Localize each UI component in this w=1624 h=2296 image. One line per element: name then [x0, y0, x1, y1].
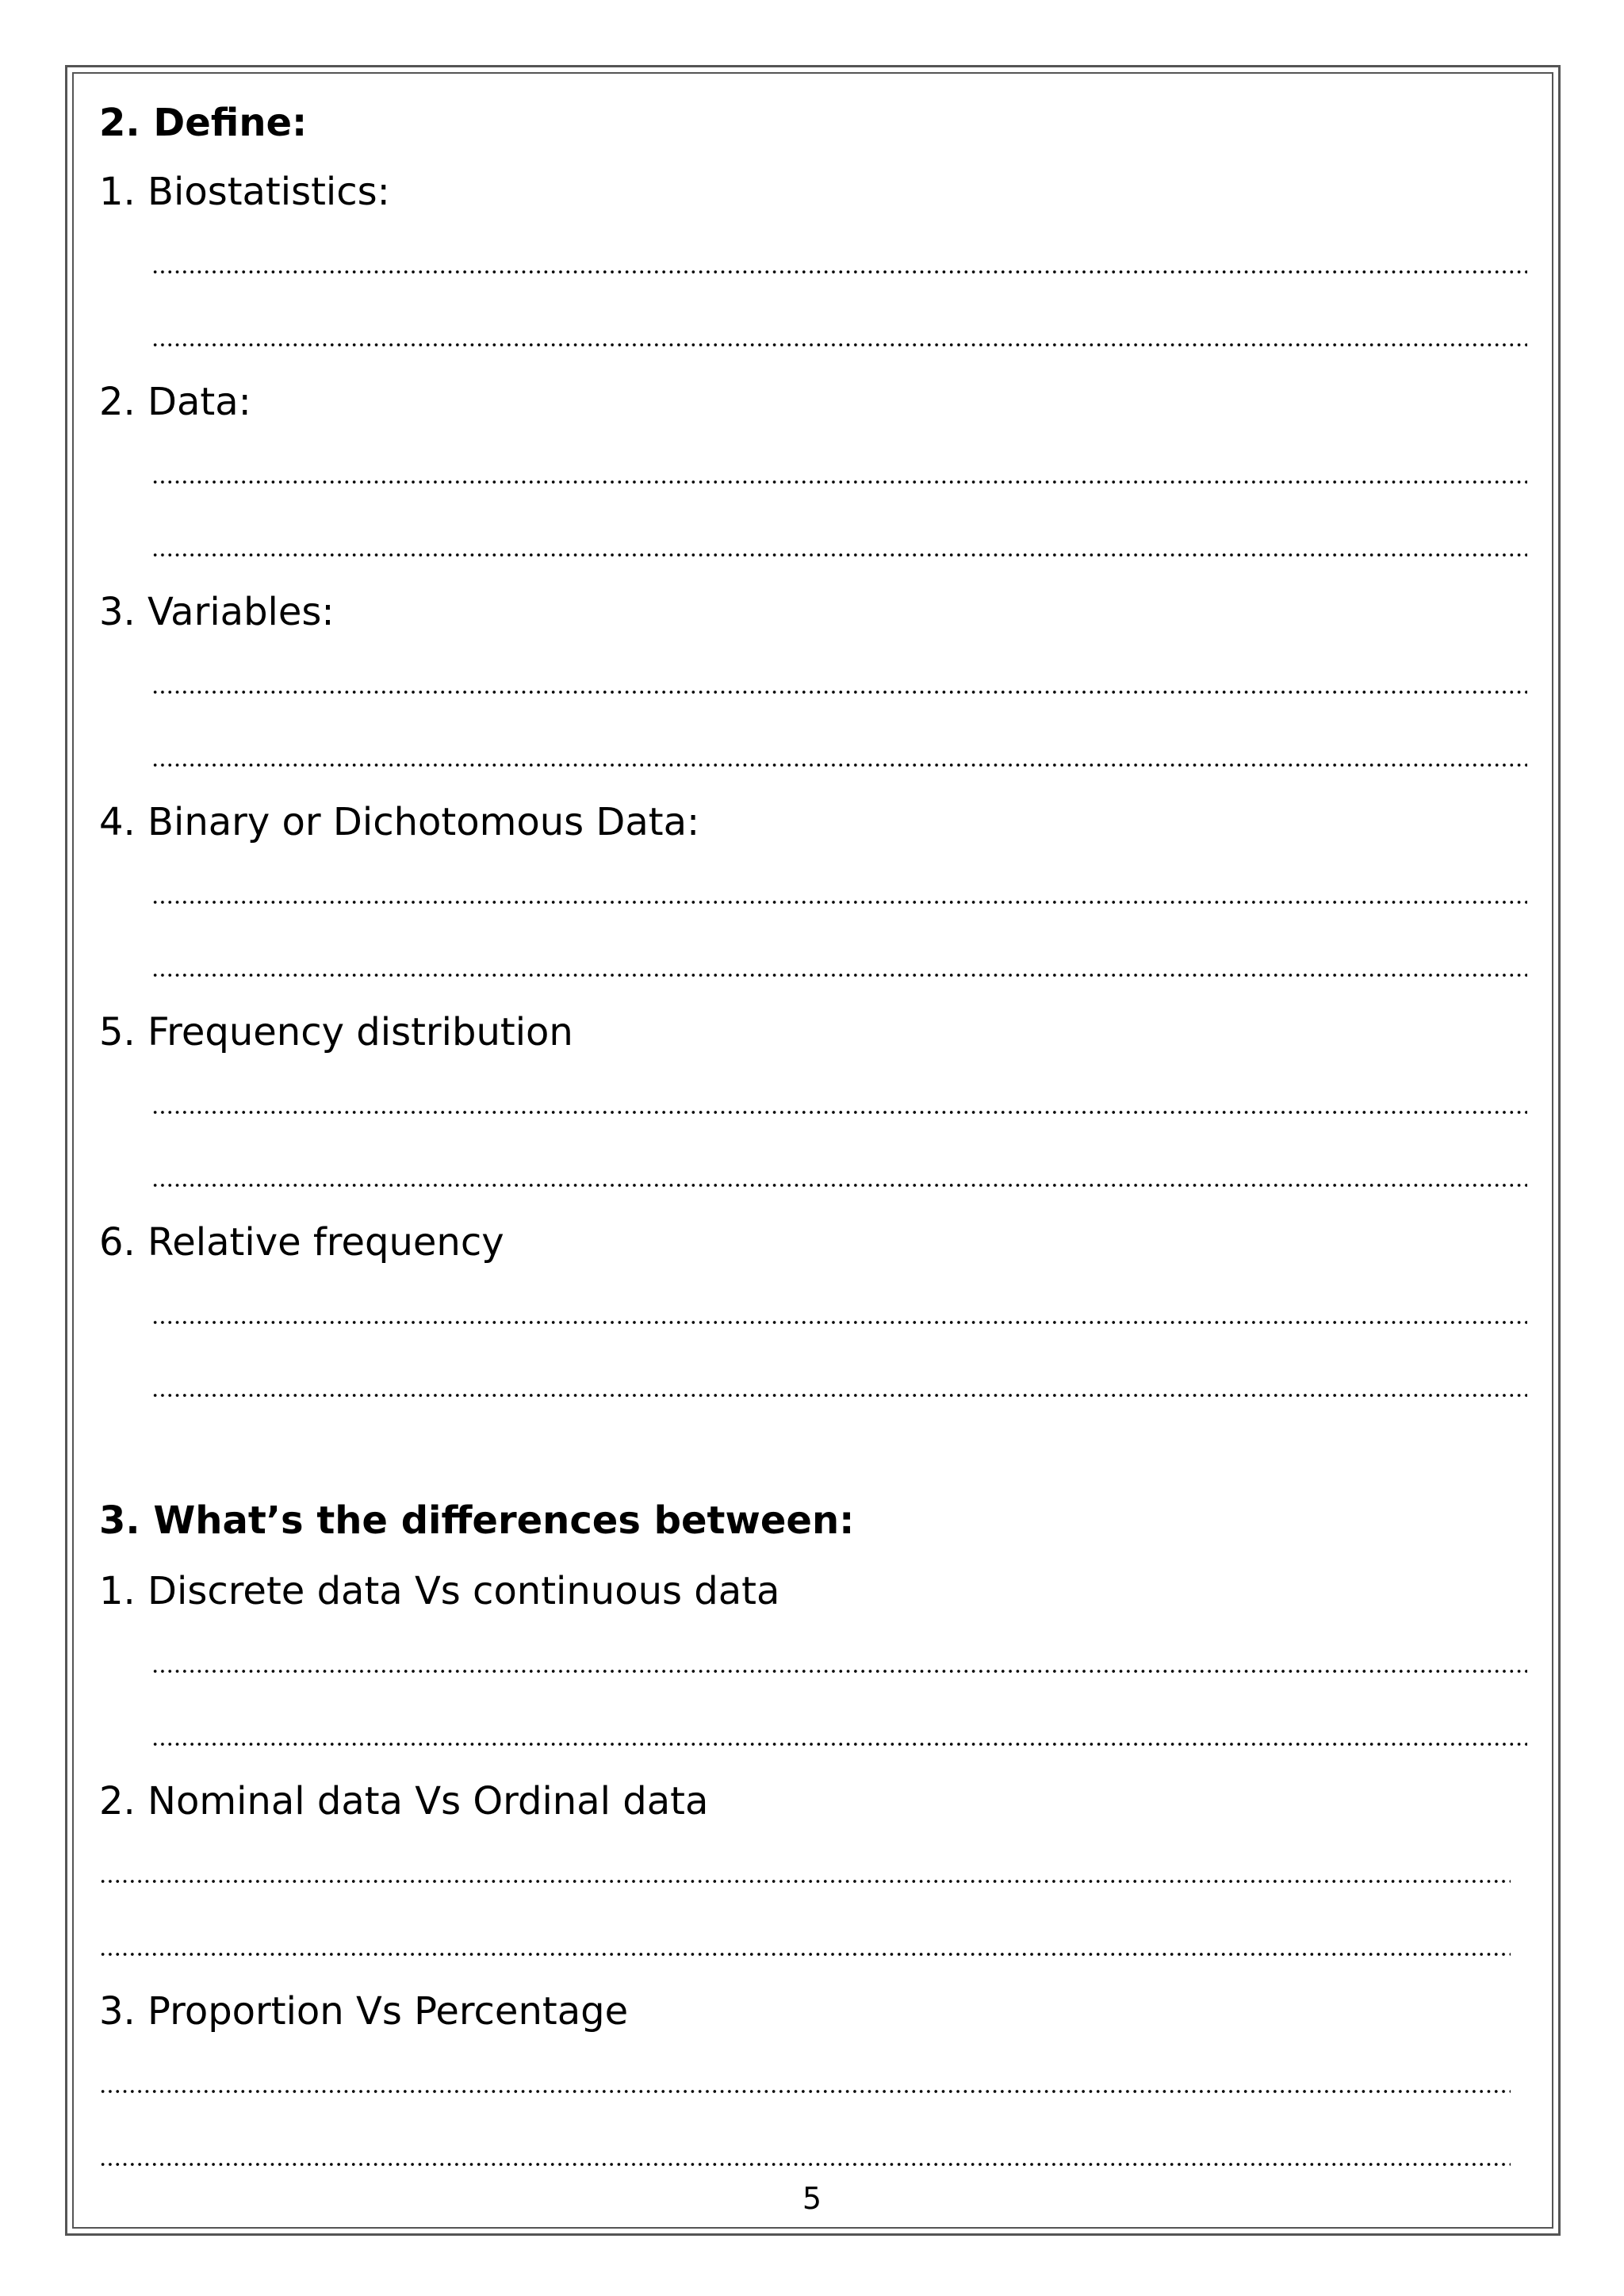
answer-line[interactable] [151, 1110, 1527, 1115]
section-2-heading: 2. Define: [99, 101, 308, 145]
define-item-data: 2. Data: [99, 380, 251, 424]
answer-line[interactable] [151, 1742, 1527, 1747]
page-number: 5 [802, 2181, 822, 2216]
answer-line[interactable] [99, 1952, 1511, 1957]
answer-line[interactable] [151, 763, 1527, 767]
answer-line[interactable] [151, 342, 1527, 347]
answer-line[interactable] [151, 1183, 1527, 1188]
section-3-heading: 3. What’s the differences between: [99, 1498, 855, 1543]
answer-line[interactable] [151, 1320, 1527, 1325]
define-item-variables: 3. Variables: [99, 590, 335, 634]
answer-line[interactable] [151, 1393, 1527, 1398]
define-item-relative-frequency: 6. Relative frequency [99, 1220, 504, 1265]
answer-line[interactable] [151, 553, 1527, 557]
difference-item-discrete-continuous: 1. Discrete data Vs continuous data [99, 1569, 780, 1613]
answer-line[interactable] [151, 900, 1527, 905]
page-border-inner [72, 72, 1553, 2229]
answer-line[interactable] [99, 1879, 1511, 1884]
answer-line[interactable] [151, 690, 1527, 695]
define-item-frequency-distribution: 5. Frequency distribution [99, 1010, 573, 1054]
difference-item-nominal-ordinal: 2. Nominal data Vs Ordinal data [99, 1779, 709, 1823]
define-item-binary-data: 4. Binary or Dichotomous Data: [99, 800, 700, 844]
answer-line[interactable] [151, 973, 1527, 978]
answer-line[interactable] [151, 270, 1527, 274]
answer-line[interactable] [151, 1669, 1527, 1674]
answer-line[interactable] [99, 2089, 1511, 2094]
difference-item-proportion-percentage: 3. Proportion Vs Percentage [99, 1989, 629, 2034]
answer-line[interactable] [151, 480, 1527, 484]
define-item-biostatistics: 1. Biostatistics: [99, 170, 390, 214]
answer-line[interactable] [99, 2162, 1511, 2167]
